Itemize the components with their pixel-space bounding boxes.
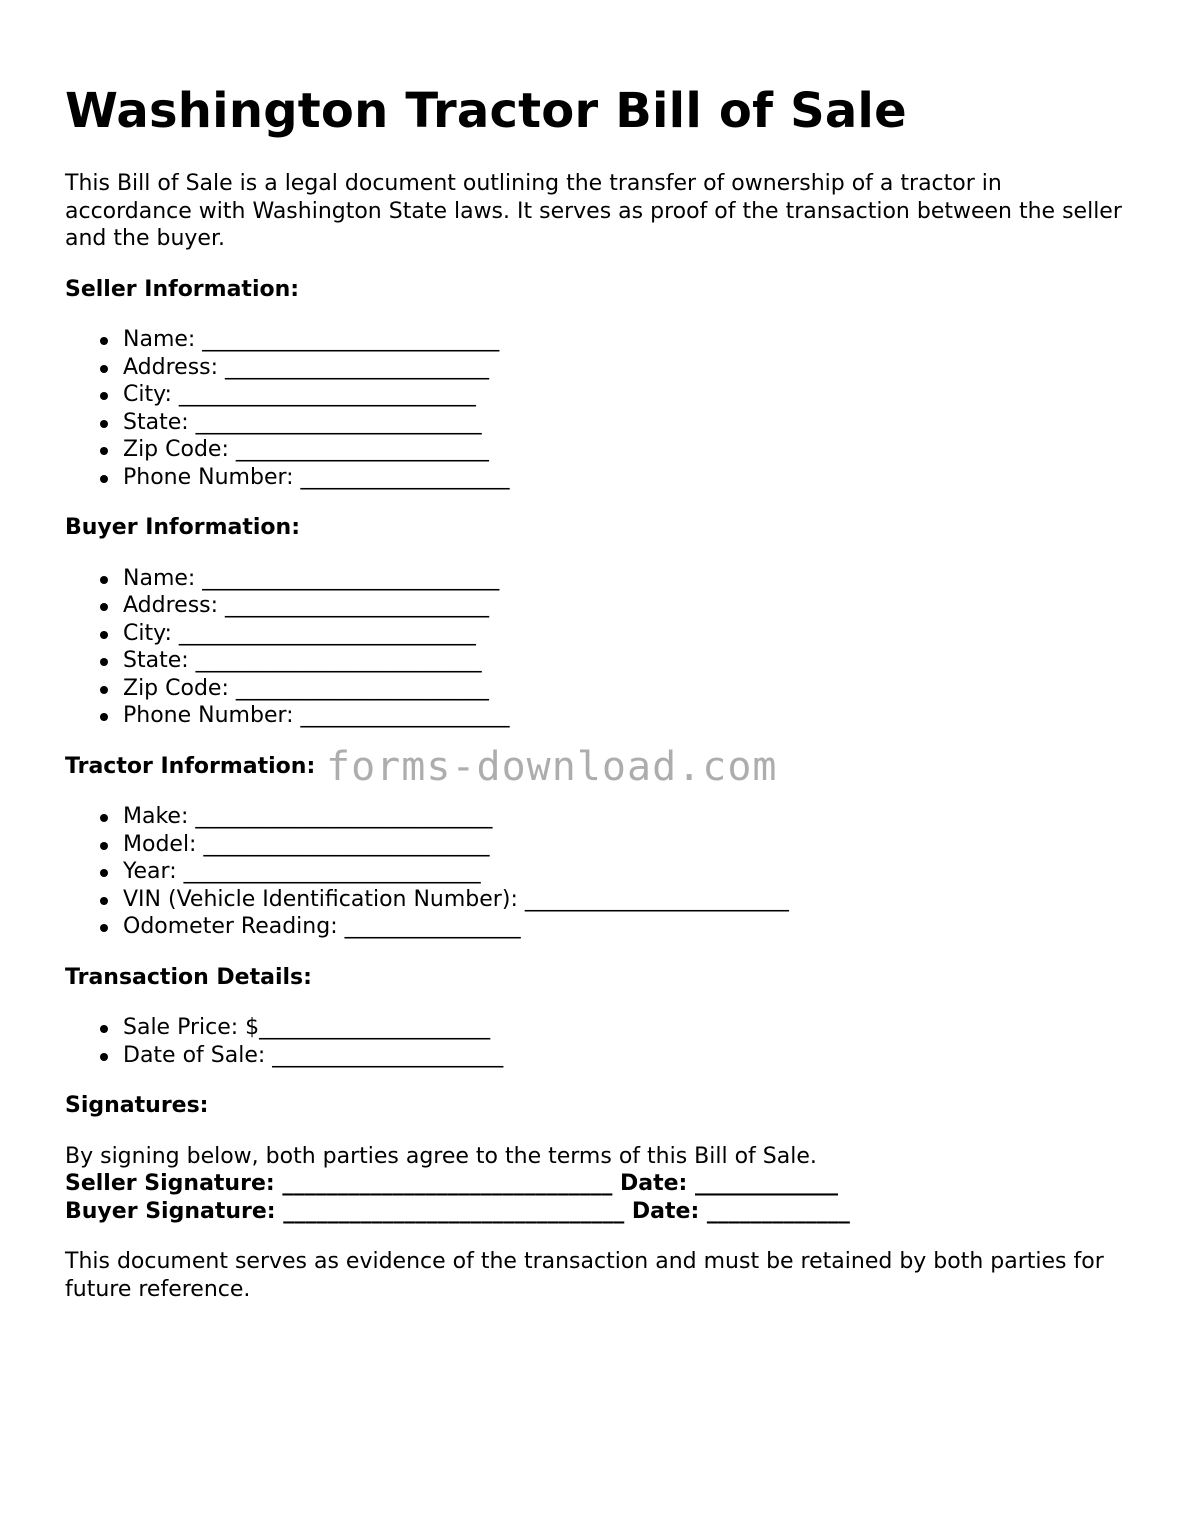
document-title: Washington Tractor Bill of Sale xyxy=(65,83,907,139)
seller-phone-number-field: Phone Number: ___________________ xyxy=(123,464,1135,492)
seller-information-list xyxy=(65,326,1135,491)
buyer-address-field: Address: ________________________ xyxy=(123,592,1135,620)
bill-of-sale-document xyxy=(65,82,1135,1303)
tractor-vin-field: VIN (Vehicle Identification Number): ________________________ xyxy=(123,886,1135,914)
buyer-zip-code-field: Zip Code: _______________________ xyxy=(123,675,1135,703)
seller-city-field: City: ___________________________ xyxy=(123,381,1135,409)
seller-address-field: Address: ________________________ xyxy=(123,354,1135,382)
transaction-details-list xyxy=(65,1014,1135,1069)
seller-zip-code-field: Zip Code: _______________________ xyxy=(123,436,1135,464)
tractor-make-field: Make: ___________________________ xyxy=(123,803,1135,831)
buyer-state-field: State: __________________________ xyxy=(123,647,1135,675)
closing-paragraph: This document serves as evidence of the transaction and must be retained by both parties for future reference. xyxy=(65,1249,1104,1302)
buyer-city-field: City: ___________________________ xyxy=(123,620,1135,648)
tractor-information-heading: Tractor Information: xyxy=(65,753,316,779)
tractor-information-list xyxy=(65,803,1135,941)
buyer-signature-line: Buyer Signature: _______________________________ Date: _____________ xyxy=(65,1198,850,1224)
sale-price-field: Sale Price: $_____________________ xyxy=(123,1014,1135,1042)
date-of-sale-field: Date of Sale: _____________________ xyxy=(123,1042,1135,1070)
signatures-heading: Signatures: xyxy=(65,1093,209,1118)
intro-paragraph: This Bill of Sale is a legal document outlining the transfer of ownership of a tractor in accordance with Washington State laws. It serves as proof of the transaction between the seller and the buyer. xyxy=(65,171,1122,251)
signature-statement: By signing below, both parties agree to the terms of this Bill of Sale. xyxy=(65,1143,817,1169)
tractor-odometer-field: Odometer Reading: ________________ xyxy=(123,913,1135,941)
watermark-text: forms-download.com xyxy=(326,744,778,790)
seller-state-field: State: __________________________ xyxy=(123,409,1135,437)
buyer-phone-number-field: Phone Number: ___________________ xyxy=(123,702,1135,730)
buyer-information-list xyxy=(65,565,1135,730)
tractor-year-field: Year: ___________________________ xyxy=(123,858,1135,886)
seller-signature-line: Seller Signature: ______________________________ Date: _____________ xyxy=(65,1171,838,1196)
transaction-details-heading: Transaction Details: xyxy=(65,964,312,990)
buyer-name-field: Name: ___________________________ xyxy=(123,565,1135,593)
seller-information-heading: Seller Information: xyxy=(65,276,300,302)
buyer-information-heading: Buyer Information: xyxy=(65,515,300,540)
seller-name-field: Name: ___________________________ xyxy=(123,326,1135,354)
tractor-model-field: Model: __________________________ xyxy=(123,831,1135,859)
